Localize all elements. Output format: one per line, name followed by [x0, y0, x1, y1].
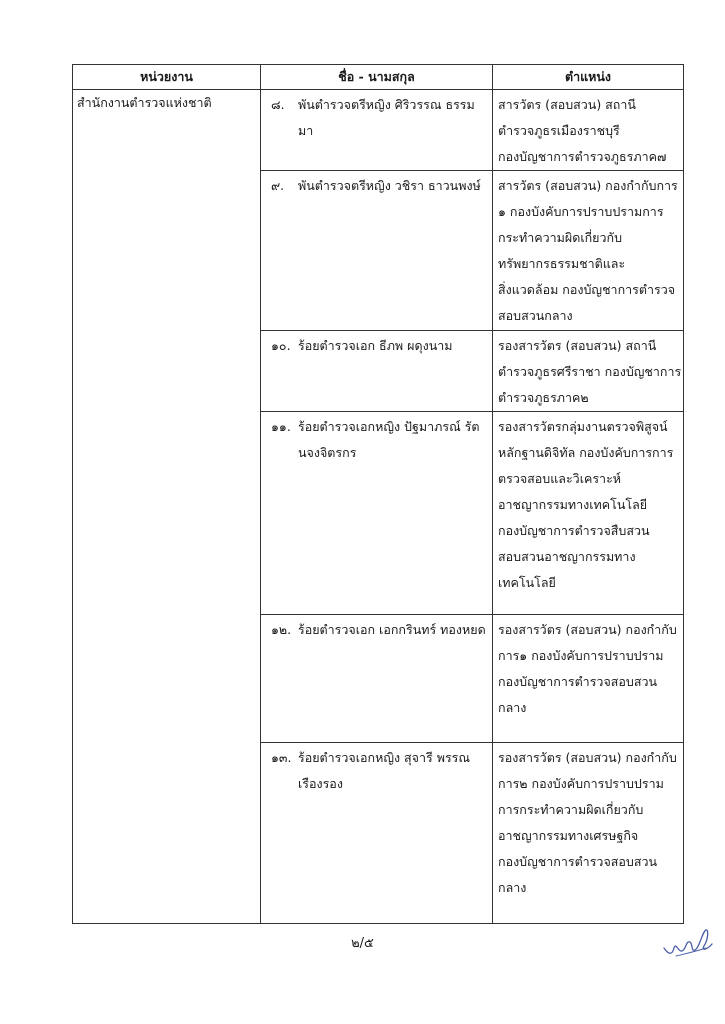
- personnel-table: [72, 64, 684, 924]
- header-name: ชื่อ - นามสกุล: [261, 65, 493, 90]
- table-header-row: [73, 65, 684, 90]
- row-number: ๘.: [271, 97, 285, 112]
- person-name: ร้อยตำรวจเอก เอกกรินทร์ ทองหยด: [298, 622, 486, 637]
- person-name: ร้อยตำรวจเอกหญิง ปัฐมาภรณ์ รัต นจงจิตรกร: [298, 419, 480, 460]
- name-cell: [261, 615, 493, 743]
- header-organization: หน่วยงาน: [73, 65, 261, 90]
- name-cell: [261, 90, 493, 171]
- row-number: ๑๓.: [271, 750, 292, 765]
- position-cell: สารวัตร (สอบสวน) สถานี ตำรวจภูธรเมืองราชบุรี กองบัญชาการตำรวจภูธรภาค๗: [493, 90, 684, 171]
- row-number: ๑๑.: [271, 419, 291, 434]
- row-number: ๙.: [271, 178, 285, 193]
- page-number: ๒/๕: [351, 936, 374, 951]
- person-name: ร้อยตำรวจเอก ธีภพ ผดุงนาม: [298, 338, 453, 353]
- position-cell: รองสารวัตร (สอบสวน) กองกำกับ การ๑ กองบังคับการปราบปราม กองบัญชาการตำรวจสอบสวน กลาง: [493, 615, 684, 743]
- row-number: ๑๒.: [271, 622, 292, 637]
- position-cell: รองสารวัตร (สอบสวน) กองกำกับ การ๒ กองบังคับการปราบปราม การกระทำความผิดเกี่ยวกับ อาชญากรรมทางเศรษฐกิจ กองบัญชาการตำรวจสอบสวน กลาง: [493, 743, 684, 924]
- person-name: ร้อยตำรวจเอกหญิง สุจารี พรรณ เรืองรอง: [298, 750, 470, 791]
- person-name: พันตำรวจตรีหญิง วชิรา ธาวนพงษ์: [298, 178, 481, 193]
- name-cell: [261, 171, 493, 331]
- signature-mark: [660, 918, 716, 964]
- name-cell: [261, 743, 493, 924]
- table-row: [73, 90, 684, 171]
- name-cell: [261, 412, 493, 615]
- position-cell: สารวัตร (สอบสวน) กองกำกับการ ๑ กองบังคับการปราบปรามการ กระทำความผิดเกี่ยวกับ ทรัพยากรธรรมชาติและ สิ่งแวดล้อม กองบัญชาการตำรวจ สอบสวนกลาง: [493, 171, 684, 331]
- name-cell: [261, 331, 493, 412]
- position-cell: รองสารวัตร (สอบสวน) สถานี ตำรวจภูธรศรีราชา กองบัญชาการ ตำรวจภูธรภาค๒: [493, 331, 684, 412]
- person-name: พันตำรวจตรีหญิง ศิริวรรณ ธรรมมา: [298, 97, 475, 138]
- header-position: ตำแหน่ง: [493, 65, 684, 90]
- organization-cell: สำนักงานตำรวจแห่งชาติ: [73, 90, 261, 924]
- row-number: ๑๐.: [271, 338, 291, 353]
- position-cell: รองสารวัตรกลุ่มงานตรวจพิสูจน์ หลักฐานดิจิทัล กองบังคับการการ ตรวจสอบและวิเคราะห์ อาชญากรรมทางเทคโนโลยี กองบัญชาการตำรวจสืบสวน สอบสวนอาชญากรรมทาง เทคโนโลยี: [493, 412, 684, 615]
